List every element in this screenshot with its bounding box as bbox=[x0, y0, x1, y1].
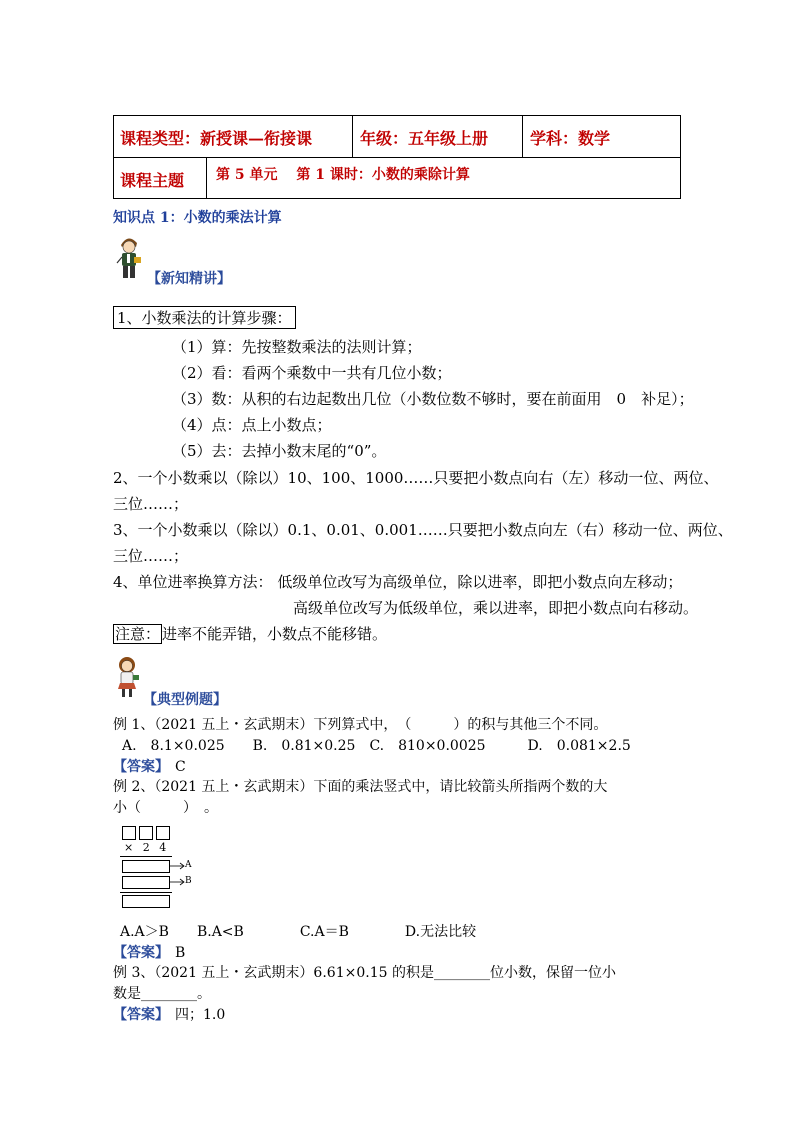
table-divider bbox=[522, 116, 523, 157]
girl-cartoon-icon bbox=[113, 653, 141, 699]
rule-2-line1: 2、一个小数乘以（除以）10、100、1000……只要把小数点向右（左）移动一位、两位、 bbox=[113, 469, 719, 487]
example-3-line2: 数是________。 bbox=[113, 986, 211, 1002]
topic-label: 课程主题 bbox=[120, 171, 185, 190]
multiplier: × 2 4 bbox=[124, 841, 170, 854]
example-2-answer bbox=[113, 942, 185, 962]
rule-4-line1: 4、单位进率换算方法： 低级单位改写为高级单位，除以进率，即把小数点向左移动； bbox=[113, 573, 683, 591]
course-header-table bbox=[113, 115, 681, 199]
examples-heading: 【典型例题】 bbox=[143, 692, 227, 708]
label-b: B bbox=[185, 876, 192, 886]
grade: 年级：五年级上册 bbox=[360, 129, 489, 148]
rule-2-line2: 三位……； bbox=[113, 495, 189, 513]
example-2-line1: 例 2、（2021 五上・玄武期末）下面的乘法竖式中，请比较箭头所指两个数的大 bbox=[113, 779, 608, 795]
steps-heading: 1、小数乘法的计算步骤： bbox=[113, 306, 296, 329]
example-3-answer bbox=[113, 1004, 225, 1024]
partial-product-b bbox=[122, 876, 170, 889]
answer-label: 【答案】 bbox=[113, 759, 169, 775]
answer-value: B bbox=[175, 945, 186, 961]
example-1-question: 例 1、（2021 五上・玄武期末）下列算式中， （ ）的积与其他三个不同。 bbox=[113, 717, 608, 733]
product-line bbox=[120, 856, 172, 857]
table-divider bbox=[206, 157, 207, 198]
step-2: （2）看：看两个乘数中一共有几位小数； bbox=[172, 364, 452, 382]
example-1-options: A. 8.1×0.025 B. 0.81×0.25 C. 810×0.0025 D. 0.081×2.5 bbox=[122, 738, 631, 754]
digit-box bbox=[139, 826, 153, 840]
note-label: 注意： bbox=[115, 625, 161, 643]
answer-label: 【答案】 bbox=[113, 945, 169, 961]
partial-product-a bbox=[122, 860, 170, 873]
step-1: （1）算：先按整数乘法的法则计算； bbox=[172, 338, 422, 356]
section-title: 知识点 1：小数的乘法计算 bbox=[113, 210, 282, 226]
step-5: （5）去：去掉小数末尾的“0”。 bbox=[172, 442, 387, 460]
example-3-line1: 例 3、（2021 五上・玄武期末）6.61×0.15 的积是________位小数，保留一位小 bbox=[113, 965, 616, 981]
note bbox=[113, 623, 387, 644]
note-text: 进率不能弄错，小数点不能移错。 bbox=[162, 625, 388, 643]
rule-4-line2: 高级单位改写为低级单位，乘以进率，即把小数点向右移动。 bbox=[293, 599, 699, 617]
label-a: A bbox=[185, 860, 192, 870]
answer-value: C bbox=[175, 759, 186, 775]
topic-value: 第 5 单元 第 1 课时：小数的乘除计算 bbox=[216, 167, 470, 183]
subject: 学科：数学 bbox=[530, 129, 611, 148]
answer-label: 【答案】 bbox=[113, 1007, 169, 1023]
rule-3-line1: 3、一个小数乘以（除以）0.1、0.01、0.001……只要把小数点向左（右）移动一位、两位、 bbox=[113, 521, 733, 539]
step-3: （3）数：从积的右边起数出几位（小数位数不够时，要在前面用 0 补足）； bbox=[172, 390, 694, 408]
table-divider bbox=[114, 157, 680, 158]
rule-3-line2: 三位……； bbox=[113, 547, 189, 565]
digit-box bbox=[122, 826, 136, 840]
sum-line bbox=[120, 892, 172, 893]
example-1-answer bbox=[113, 756, 186, 776]
course-type: 课程类型：新授课—衔接课 bbox=[120, 129, 313, 148]
example-2-line2: 小（ ） 。 bbox=[113, 800, 218, 816]
answer-value: 四；1.0 bbox=[175, 1007, 226, 1023]
new-knowledge-heading: 【新知精讲】 bbox=[147, 271, 231, 287]
example-2-options: A.A＞B B.A<B C.A＝B D.无法比较 bbox=[120, 924, 477, 940]
teacher-boy-icon bbox=[113, 233, 143, 283]
digit-box bbox=[156, 826, 170, 840]
step-4: （4）点：点上小数点； bbox=[172, 416, 332, 434]
multiplication-diagram bbox=[120, 826, 200, 910]
final-product bbox=[122, 895, 170, 908]
table-divider bbox=[352, 116, 353, 157]
